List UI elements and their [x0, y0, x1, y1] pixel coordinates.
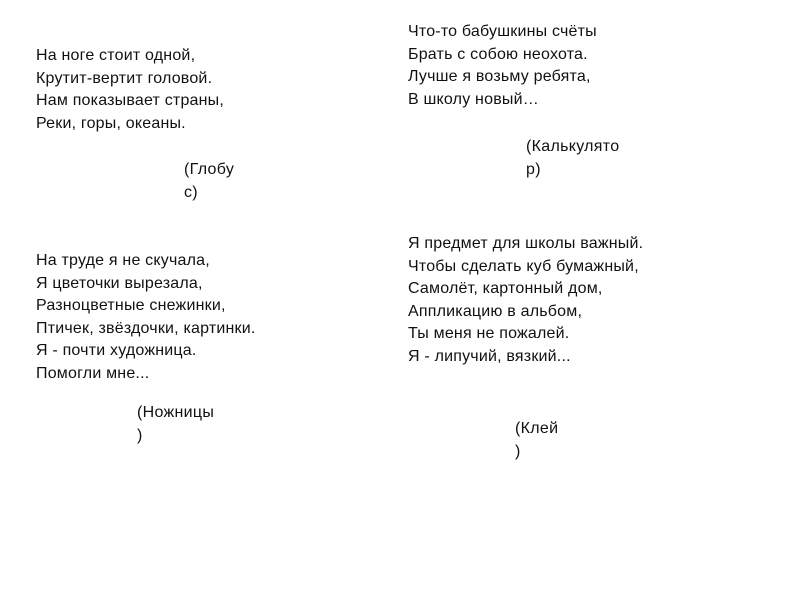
- riddle-line: Я - почти художница.: [36, 342, 197, 359]
- riddle-line: Нам показывает страны,: [36, 92, 225, 109]
- riddle-line: Я цветочки вырезала,: [36, 274, 203, 292]
- riddle-glue-text: [408, 233, 643, 368]
- riddle-line: Аппликацию в альбом,: [408, 302, 583, 320]
- answer-line: (Клей: [515, 420, 559, 437]
- answer-line: р): [526, 160, 541, 178]
- answer-globe: [184, 159, 234, 204]
- answer-line: ): [515, 442, 521, 460]
- riddle-calculator-text: [408, 21, 597, 111]
- answer-line: (Глобу: [184, 161, 235, 178]
- riddle-line: Я предмет для школы важный.: [408, 235, 644, 252]
- answer-line: ): [137, 426, 143, 444]
- riddle-line: Птичек, звёздочки, картинки.: [36, 319, 256, 337]
- riddle-line: На труде я не скучала,: [36, 252, 210, 269]
- answer-glue: [515, 418, 558, 463]
- riddle-line: На ноге стоит одной,: [36, 47, 196, 64]
- riddle-line: Помогли мне...: [36, 364, 150, 382]
- riddle-line: В школу новый…: [408, 90, 539, 108]
- riddle-globe-text: [36, 45, 224, 135]
- riddle-line: Крутит-вертит головой.: [36, 69, 213, 87]
- riddle-line: Я - липучий, вязкий...: [408, 347, 571, 365]
- riddle-line: Лучше я возьму ребята,: [408, 68, 591, 85]
- riddle-line: Самолёт, картонный дом,: [408, 280, 603, 297]
- riddle-line: Реки, горы, океаны.: [36, 114, 186, 132]
- answer-calculator: [526, 136, 619, 181]
- answer-line: (Калькулято: [526, 138, 620, 155]
- riddle-scissors-text: [36, 250, 256, 385]
- answer-line: с): [184, 183, 198, 201]
- riddle-line: Что-то бабушкины счёты: [408, 23, 597, 40]
- answer-scissors: [137, 402, 214, 447]
- answer-line: (Ножницы: [137, 404, 215, 421]
- riddle-line: Чтобы сделать куб бумажный,: [408, 257, 639, 275]
- riddle-line: Ты меня не пожалей.: [408, 325, 570, 342]
- riddle-line: Разноцветные снежинки,: [36, 297, 226, 314]
- riddle-line: Брать с собою неохота.: [408, 45, 588, 63]
